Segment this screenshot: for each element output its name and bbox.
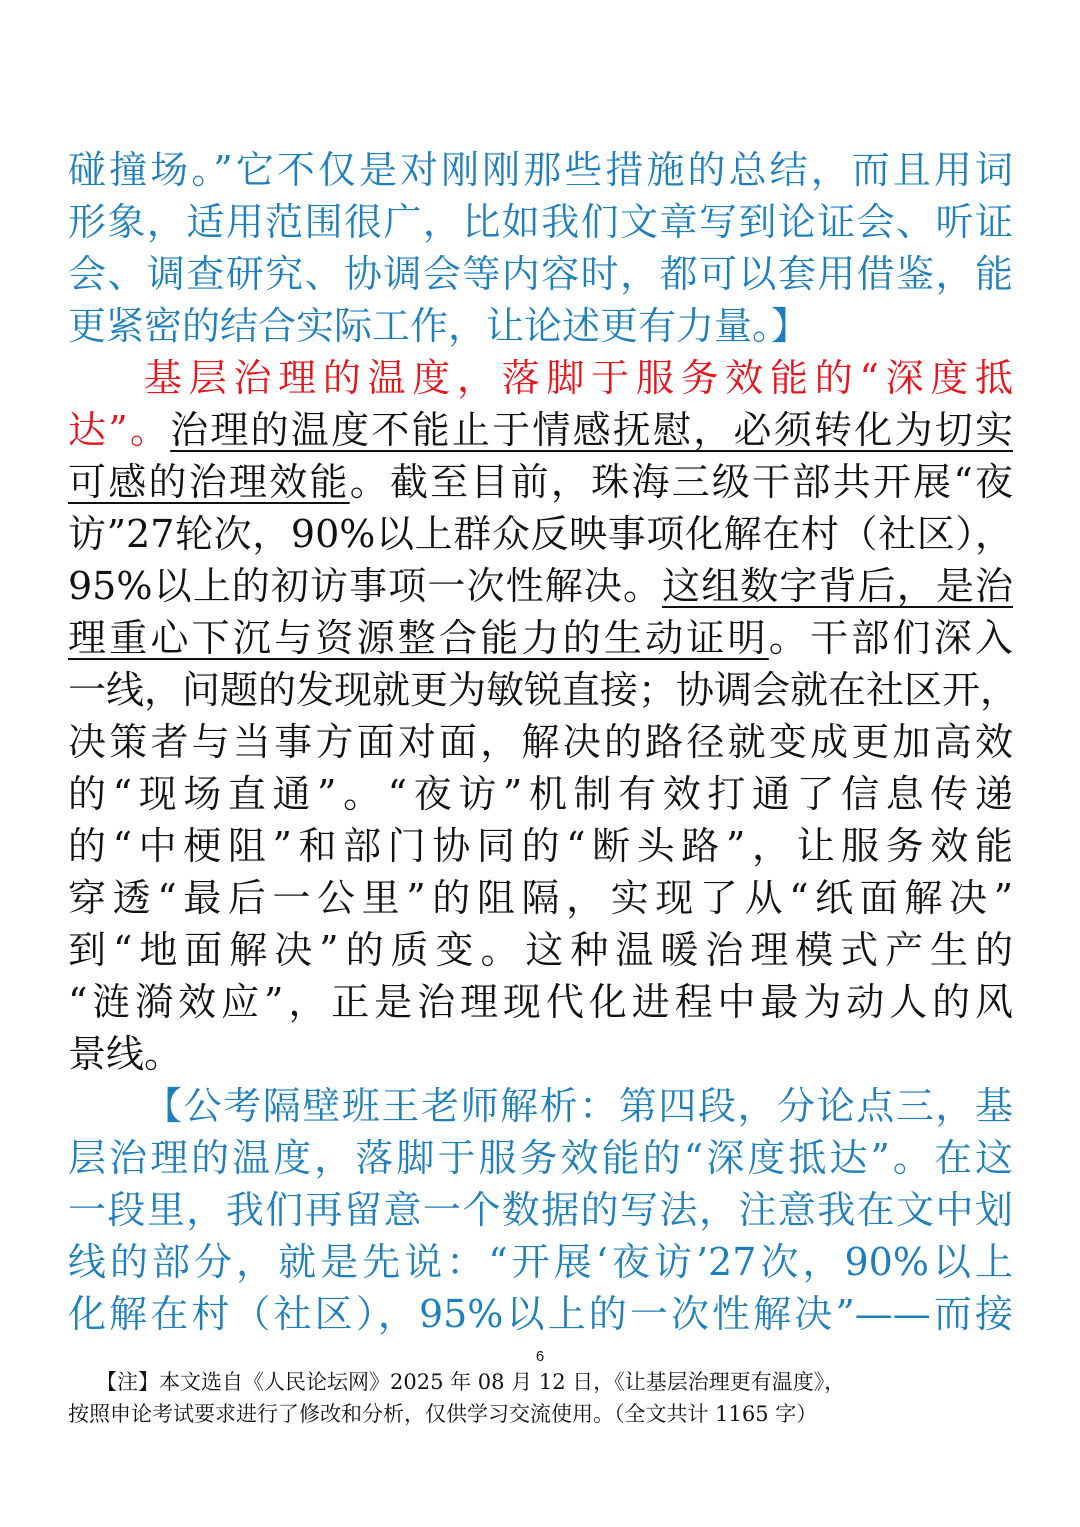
section-line: “涟漪效应”，正是治理现代化进程中最为动人的风 — [68, 980, 1013, 1024]
commentary-top-line: 会、调查研究、协调会等内容时，都可以套用借鉴，能 — [68, 252, 1013, 296]
section-line-2 — [68, 404, 1013, 456]
commentary-top-line: 形象，适用范围很广，比如我们文章写到论证会、听证 — [68, 200, 1013, 244]
section-line: 穿透“最后一公里”的阻隔，实现了从“纸面解决” — [68, 876, 1013, 920]
underlined-thesis: 治理的温度不能止于情感抚慰，必须转化为切实 — [170, 408, 1013, 452]
section-line: 决策者与当事方面对面，解决的路径就变成更加高效 — [68, 720, 1013, 764]
section-line-3 — [68, 456, 1013, 508]
commentary-bottom-line: 一段里，我们再留意一个数据的写法，注意我在文中划 — [68, 1188, 1013, 1232]
section-heading-part1: 基层治理的温度，落脚于服务效能的“深度抵 — [144, 356, 1013, 400]
commentary-bottom-line: 【公考隔壁班王老师解析：第四段，分论点三，基 — [144, 1084, 1013, 1128]
section-line: 到“地面解决”的质变。这种温暖治理模式产生的 — [68, 928, 1013, 972]
section-line-6 — [68, 612, 1013, 664]
section-line: 一线，问题的发现就更为敏锐直接；协调会就在社区开， — [68, 668, 1019, 712]
body-text: 。截至目前，珠海三级干部共开展“夜 — [349, 460, 1013, 504]
body-text: 。干部们深入 — [768, 616, 1013, 660]
underlined-evidence-cont: 理重心下沉与资源整合能力的生动证明 — [68, 616, 769, 660]
section-line: 的“现场直通”。“夜访”机制有效打通了信息传递 — [68, 772, 1013, 816]
underlined-evidence: 这组数字背后，是治 — [662, 564, 1013, 608]
commentary-top-line: 更紧密的结合实际工作，让论述更有力量。】 — [68, 304, 810, 348]
section-heading-line-1 — [144, 352, 1013, 404]
footnote-line-2: 按照申论考试要求进行了修改和分析，仅供学习交流使用。（全文共计 1165 字） — [68, 1402, 818, 1426]
page-number: 6 — [535, 1348, 545, 1365]
section-line: 的“中梗阻”和部门协同的“断头路”，让服务效能 — [68, 824, 1013, 868]
commentary-bottom-line: 线的部分，就是先说：“开展‘夜访’27次，90%以上 — [68, 1240, 1013, 1284]
underlined-thesis-cont: 可感的治理效能 — [68, 460, 350, 504]
footnote-line-1: 【注】本文选自《人民论坛网》2025 年 08 月 12 日，《让基层治理更有温度》， — [96, 1370, 846, 1394]
section-heading-part2: 达”。 — [68, 408, 171, 452]
section-line: 景线。 — [68, 1032, 183, 1076]
section-line-5 — [68, 560, 1013, 612]
commentary-top-line: 碰撞场。”它不仅是对刚刚那些措施的总结，而且用词 — [68, 148, 1013, 192]
commentary-bottom-line: 层治理的温度，落脚于服务效能的“深度抵达”。在这 — [68, 1136, 1013, 1180]
body-text: 95%以上的初访事项一次性解决。 — [68, 564, 663, 608]
commentary-bottom-line: 化解在村（社区），95%以上的一次性解决”——而接 — [68, 1292, 1013, 1336]
section-line-4: 访”27轮次，90%以上群众反映事项化解在村（社区）， — [68, 512, 1013, 556]
